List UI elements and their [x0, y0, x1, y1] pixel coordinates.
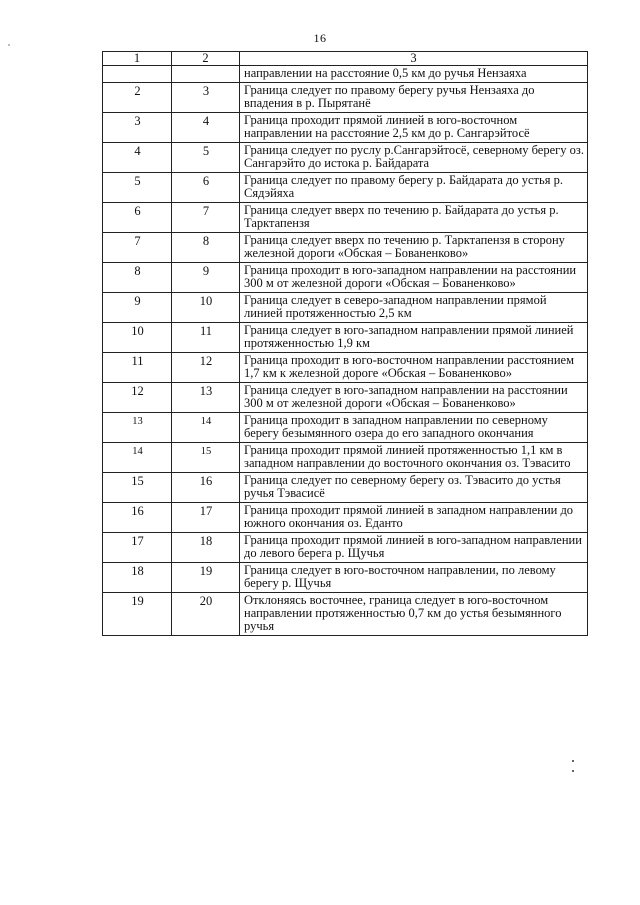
- cell-point-from: 17: [103, 533, 172, 563]
- cell-description: Граница следует по правому берегу р. Байдарата до устья р. Сядэйяха: [240, 173, 588, 203]
- cell-point-to: 10: [172, 293, 240, 323]
- page-number: 16: [313, 31, 327, 45]
- cell-point-to: 4: [172, 113, 240, 143]
- cell-point-to: [172, 66, 240, 83]
- cell-description: Граница следует в юго-восточном направлении, по левому берегу р. Щучья: [240, 563, 588, 593]
- cell-point-from: 6: [103, 203, 172, 233]
- table-row: [103, 443, 588, 473]
- cell-point-from: 5: [103, 173, 172, 203]
- cell-point-to: 11: [172, 323, 240, 353]
- table-row: [103, 113, 588, 143]
- cell-description: Граница следует по руслу р.Сангарэйтосё, северному берегу оз. Сангарэйто до истока р. Байдарата: [240, 143, 588, 173]
- cell-point-from: 2: [103, 83, 172, 113]
- column-header-3: 3: [240, 52, 588, 66]
- table-row: [103, 383, 588, 413]
- cell-point-from: 14: [103, 443, 172, 473]
- table-row: [103, 233, 588, 263]
- cell-point-to: 13: [172, 383, 240, 413]
- cell-point-from: 15: [103, 473, 172, 503]
- cell-point-from: 16: [103, 503, 172, 533]
- column-header-1: 1: [103, 52, 172, 66]
- cell-point-from: 11: [103, 353, 172, 383]
- scan-speck: [572, 770, 574, 772]
- table-row: [103, 293, 588, 323]
- table-row: [103, 593, 588, 636]
- table-header-row: [103, 52, 588, 66]
- cell-point-to: 8: [172, 233, 240, 263]
- table-row: [103, 323, 588, 353]
- table-row: [103, 263, 588, 293]
- cell-description: Граница проходит в юго-восточном направлении расстоянием 1,7 км к железной дороге «Обская – Бованенково»: [240, 353, 588, 383]
- cell-point-to: 17: [172, 503, 240, 533]
- cell-point-to: 16: [172, 473, 240, 503]
- boundary-description-table: [102, 51, 588, 636]
- cell-point-to: 7: [172, 203, 240, 233]
- cell-description: Граница следует по северному берегу оз. Тэвасито до устья ручья Тэвасисё: [240, 473, 588, 503]
- table-row: [103, 503, 588, 533]
- cell-point-from: 19: [103, 593, 172, 636]
- table-row: [103, 473, 588, 503]
- cell-point-to: 20: [172, 593, 240, 636]
- table-row: [103, 203, 588, 233]
- cell-description: Граница проходит в западном направлении по северному берегу безымянного озера до его западного окончания: [240, 413, 588, 443]
- cell-point-from: 9: [103, 293, 172, 323]
- table-row: [103, 353, 588, 383]
- cell-description: Граница следует в северо-западном направлении прямой линией протяженностью 2,5 км: [240, 293, 588, 323]
- cell-point-to: 15: [172, 443, 240, 473]
- cell-point-to: 9: [172, 263, 240, 293]
- cell-point-to: 5: [172, 143, 240, 173]
- cell-point-to: 6: [172, 173, 240, 203]
- cell-point-from: 12: [103, 383, 172, 413]
- cell-description: направлении на расстояние 0,5 км до ручья Нензаяха: [240, 66, 588, 83]
- table-row: [103, 66, 588, 83]
- cell-description: Граница следует вверх по течению р. Байдарата до устья р. Тарктапензя: [240, 203, 588, 233]
- column-header-2: 2: [172, 52, 240, 66]
- cell-point-from: 4: [103, 143, 172, 173]
- cell-description: Граница проходит в юго-западном направлении на расстоянии 300 м от железной дороги «Обская – Бованенково»: [240, 263, 588, 293]
- cell-description: Граница следует вверх по течению р. Тарктапензя в сторону железной дороги «Обская – Бованенково»: [240, 233, 588, 263]
- cell-point-from: 3: [103, 113, 172, 143]
- cell-point-from: 10: [103, 323, 172, 353]
- table-row: [103, 563, 588, 593]
- cell-point-to: 12: [172, 353, 240, 383]
- cell-point-to: 3: [172, 83, 240, 113]
- cell-description: Отклоняясь восточнее, граница следует в юго-восточном направлении протяженностью 0,7 км до устья безымянного ручья: [240, 593, 588, 636]
- cell-description: Граница проходит прямой линией в юго-восточном направлении на расстояние 2,5 км до р. Сангарэйтосё: [240, 113, 588, 143]
- table-row: [103, 533, 588, 563]
- cell-description: Граница проходит прямой линией в западном направлении до южного окончания оз. Еданто: [240, 503, 588, 533]
- cell-description: Граница проходит прямой линией протяженностью 1,1 км в западном направлении до восточного окончания оз. Тэвасито: [240, 443, 588, 473]
- table-row: [103, 413, 588, 443]
- cell-point-from: 8: [103, 263, 172, 293]
- table-row: [103, 143, 588, 173]
- cell-point-from: 7: [103, 233, 172, 263]
- cell-point-to: 19: [172, 563, 240, 593]
- table-row: [103, 173, 588, 203]
- table-row: [103, 83, 588, 113]
- scan-speck: [572, 760, 574, 762]
- cell-description: Граница следует в юго-западном направлении прямой линией протяженностью 1,9 км: [240, 323, 588, 353]
- cell-point-from: 13: [103, 413, 172, 443]
- cell-description: Граница следует в юго-западном направлении на расстоянии 300 м от железной дороги «Обская – Бованенково»: [240, 383, 588, 413]
- cell-point-from: [103, 66, 172, 83]
- scan-speck: [8, 44, 10, 46]
- cell-point-from: 18: [103, 563, 172, 593]
- cell-description: Граница проходит прямой линией в юго-западном направлении до левого берега р. Щучья: [240, 533, 588, 563]
- cell-point-to: 14: [172, 413, 240, 443]
- cell-description: Граница следует по правому берегу ручья Нензаяха до впадения в р. Пырятанё: [240, 83, 588, 113]
- cell-point-to: 18: [172, 533, 240, 563]
